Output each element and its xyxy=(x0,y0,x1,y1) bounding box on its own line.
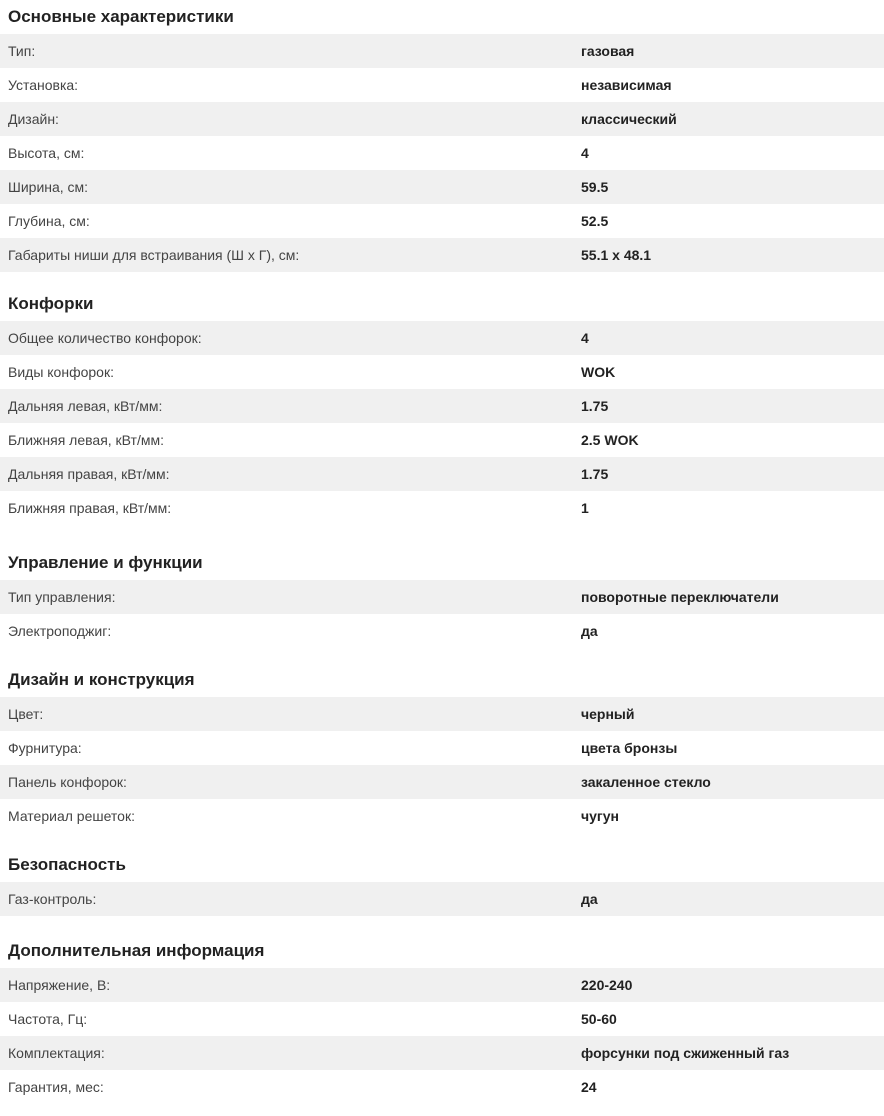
spec-label: Глубина, см: xyxy=(8,213,90,229)
spec-row xyxy=(0,68,884,102)
spec-row xyxy=(0,238,884,272)
spec-row xyxy=(0,102,884,136)
section-title: Дизайн и конструкция xyxy=(8,670,195,689)
spec-value: WOK xyxy=(581,364,616,380)
spec-label: Электроподжиг: xyxy=(8,623,112,639)
spec-value: классический xyxy=(581,111,677,127)
spec-row xyxy=(0,423,884,457)
section-title: Конфорки xyxy=(8,294,94,313)
spec-label: Материал решеток: xyxy=(8,808,135,824)
spec-label: Дальняя левая, кВт/мм: xyxy=(8,398,163,414)
spec-row xyxy=(0,968,884,1002)
section-title: Основные характеристики xyxy=(8,7,234,26)
section-burners xyxy=(0,287,884,525)
spec-label: Напряжение, В: xyxy=(8,977,111,993)
spec-label: Фурнитура: xyxy=(8,740,82,756)
spec-value: 59.5 xyxy=(581,179,609,195)
section-main xyxy=(0,0,884,272)
spec-row xyxy=(0,765,884,799)
spec-value: 50-60 xyxy=(581,1011,617,1027)
spec-label: Ближняя правая, кВт/мм: xyxy=(8,500,172,516)
spec-value: закаленное стекло xyxy=(581,774,711,790)
spec-value: 24 xyxy=(581,1079,597,1095)
spec-row xyxy=(0,799,884,833)
spec-value: цвета бронзы xyxy=(581,740,678,756)
spec-row xyxy=(0,614,884,648)
spec-row xyxy=(0,34,884,68)
spec-label: Тип: xyxy=(8,43,36,59)
section-controls xyxy=(0,546,884,648)
spec-label: Ближняя левая, кВт/мм: xyxy=(8,432,164,448)
spec-value: форсунки под сжиженный газ xyxy=(581,1045,790,1061)
spec-value: 4 xyxy=(581,330,589,346)
section-spacer xyxy=(0,833,884,848)
spec-row xyxy=(0,580,884,614)
spec-row xyxy=(0,882,884,916)
spec-label: Цвет: xyxy=(8,706,44,722)
spec-row xyxy=(0,457,884,491)
spec-value: да xyxy=(581,623,598,639)
spec-label: Комплектация: xyxy=(8,1045,105,1061)
section-spacer xyxy=(0,916,884,934)
spec-value: 52.5 xyxy=(581,213,609,229)
spec-row xyxy=(0,1036,884,1070)
spec-label: Газ-контроль: xyxy=(8,891,97,907)
spec-row xyxy=(0,697,884,731)
spec-value: газовая xyxy=(581,43,635,59)
section-title: Управление и функции xyxy=(8,553,203,572)
spec-label: Дальняя правая, кВт/мм: xyxy=(8,466,170,482)
spec-value: чугун xyxy=(581,808,619,824)
spec-value: черный xyxy=(581,706,635,722)
spec-value: 55.1 х 48.1 xyxy=(581,247,652,263)
spec-label: Установка: xyxy=(8,77,79,93)
section-spacer xyxy=(0,525,884,546)
spec-label: Тип управления: xyxy=(8,589,116,605)
spec-row xyxy=(0,170,884,204)
spec-row xyxy=(0,1070,884,1104)
spec-row xyxy=(0,731,884,765)
spec-value: 1 xyxy=(581,500,589,516)
spec-row xyxy=(0,321,884,355)
section-title: Безопасность xyxy=(8,855,126,874)
spec-value: поворотные переключатели xyxy=(581,589,779,605)
spec-value: 2.5 WOK xyxy=(581,432,639,448)
spec-value: да xyxy=(581,891,598,907)
spec-label: Гарантия, мес: xyxy=(8,1079,104,1095)
spec-row xyxy=(0,389,884,423)
spec-label: Виды конфорок: xyxy=(8,364,114,380)
spec-label: Общее количество конфорок: xyxy=(8,330,202,346)
spec-value: независимая xyxy=(581,77,672,93)
spec-row xyxy=(0,136,884,170)
spec-label: Высота, см: xyxy=(8,145,85,161)
section-spacer xyxy=(0,648,884,663)
section-safety xyxy=(0,848,884,916)
spec-label: Панель конфорок: xyxy=(8,774,127,790)
section-title: Дополнительная информация xyxy=(8,941,265,960)
spec-row xyxy=(0,1002,884,1036)
spec-row xyxy=(0,491,884,525)
spec-value: 4 xyxy=(581,145,589,161)
section-spacer xyxy=(0,272,884,287)
spec-value: 1.75 xyxy=(581,398,609,414)
spec-label: Ширина, см: xyxy=(8,179,89,195)
spec-value: 1.75 xyxy=(581,466,609,482)
section-design xyxy=(0,663,884,833)
spec-value: 220-240 xyxy=(581,977,633,993)
spec-label: Дизайн: xyxy=(8,111,59,127)
spec-row xyxy=(0,355,884,389)
section-additional xyxy=(0,934,884,1104)
spec-label: Габариты ниши для встраивания (Ш х Г), см: xyxy=(8,247,300,263)
spec-row xyxy=(0,204,884,238)
spec-label: Частота, Гц: xyxy=(8,1011,88,1027)
